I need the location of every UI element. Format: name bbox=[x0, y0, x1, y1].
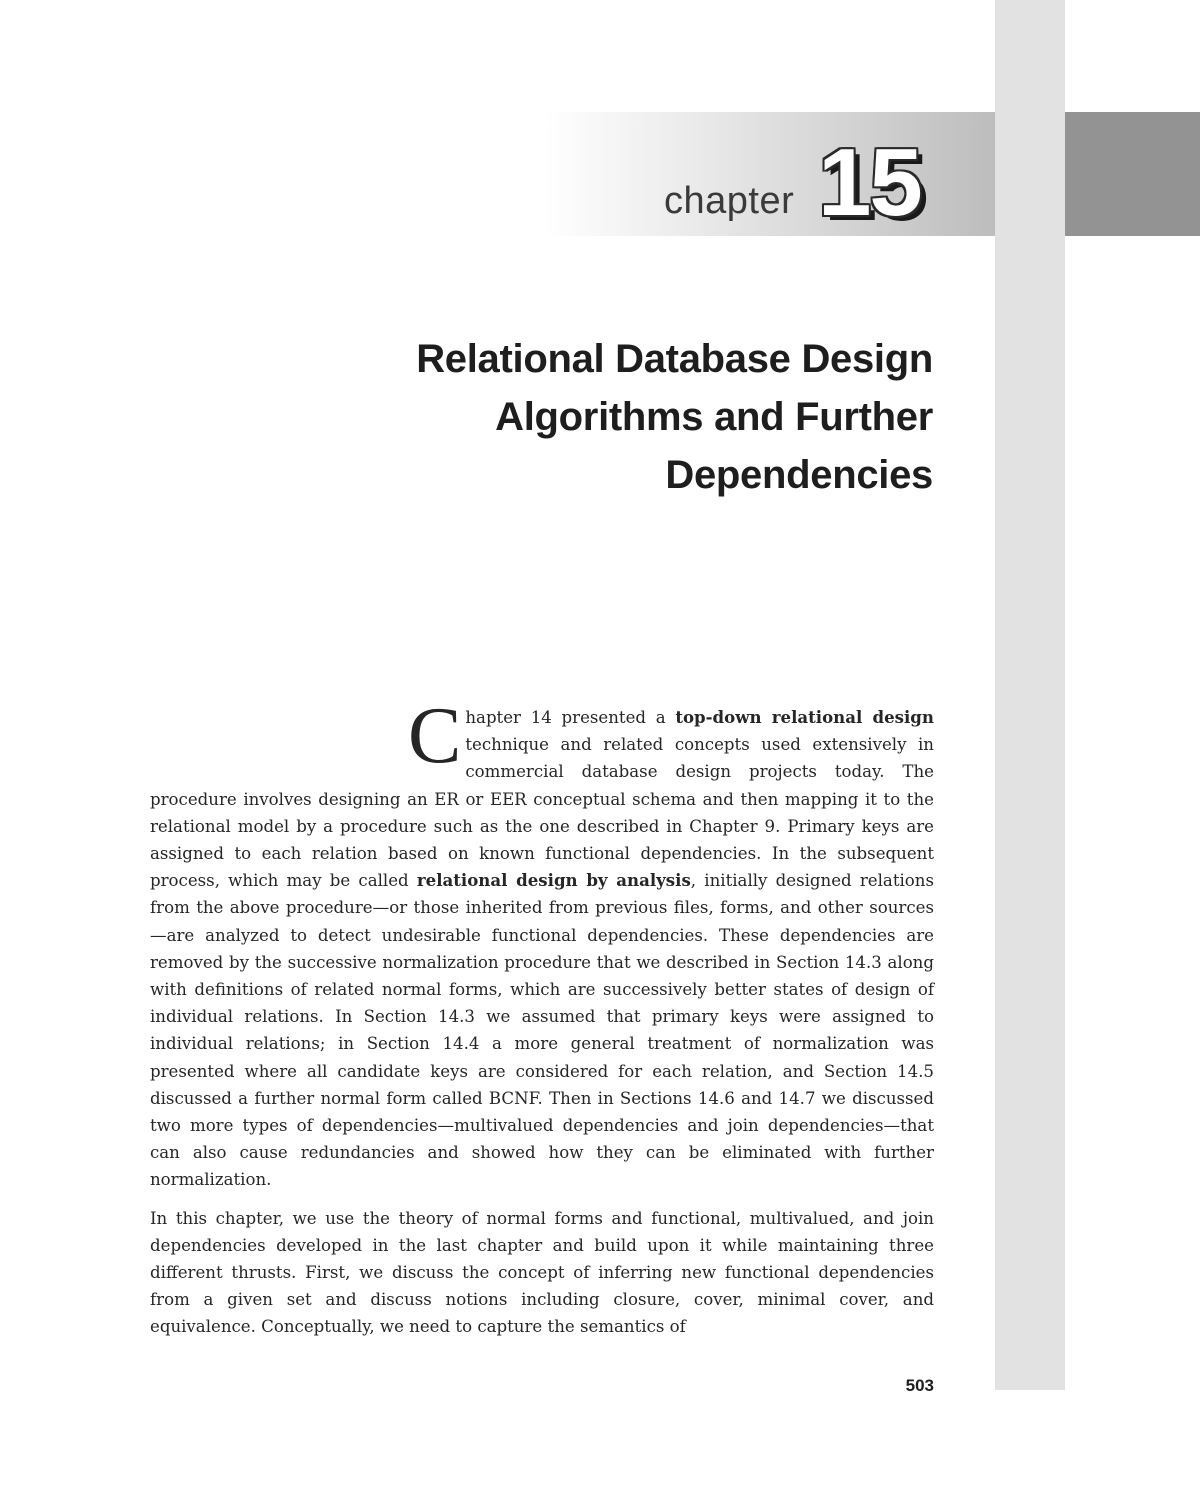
term-relational-design-by-analysis: relational design by analysis bbox=[416, 870, 691, 891]
body-text bbox=[150, 692, 934, 1341]
chapter-title-line-1: Relational Database Design bbox=[416, 337, 933, 381]
paragraph-1-text-b: technique and related concepts used extensively in commercial database design projects today. The procedure involves designing an ER or EER conceptual schema and then mapping it to the relational model by a procedure such as the one described in Chapter 9. Primary keys are assigned to each relation based on known functional dependencies. In the subsequent process, which may be called bbox=[150, 735, 934, 891]
term-top-down-relational-design: top-down relational design bbox=[675, 707, 934, 727]
side-tab-strip bbox=[995, 0, 1065, 1390]
chapter-title-line-3: Dependencies bbox=[665, 453, 933, 497]
page-number: 503 bbox=[905, 1376, 934, 1395]
chapter-banner-tab bbox=[1065, 112, 1200, 236]
chapter-label: chapter bbox=[664, 180, 795, 222]
paragraph-1-text-a: hapter 14 presented a bbox=[465, 708, 676, 727]
chapter-title bbox=[253, 330, 933, 504]
paragraph-1 bbox=[150, 692, 934, 1194]
chapter-number: 15 bbox=[818, 129, 921, 236]
paragraph-2: In this chapter, we use the theory of normal forms and functional, multivalued, and join dependencies developed in the last chapter and build upon it while maintaining three different thrusts. First, we discuss the concept of inferring new functional dependencies from a given set and discuss notions including closure, cover, minimal cover, and equivalence. Conceptually, we need to capture the semantics of bbox=[150, 1208, 934, 1337]
drop-cap: C bbox=[408, 692, 462, 780]
paragraph-1-text-c: , initially designed relations from the above procedure—or those inherited from previous files, forms, and other sources—are analyzed to detect undesirable functional dependencies. These dependencies are removed by the successive normalization procedure that we described in Section 14.3 along with definitions of related normal forms, which are successively better states of design of individual relations. In Section 14.3 we assumed that primary keys were assigned to individual relations; in Section 14.4 a more general treatment of normalization was presented where all candidate keys are considered for each relation, and Section 14.5 discussed a further normal form called BCNF. Then in Sections 14.6 and 14.7 we discussed two more types of dependencies—multivalued dependencies and join dependencies—that can also cause redundancies and showed how they can be eliminated with further normalization. bbox=[150, 871, 934, 1190]
chapter-title-line-2: Algorithms and Further bbox=[495, 395, 933, 439]
